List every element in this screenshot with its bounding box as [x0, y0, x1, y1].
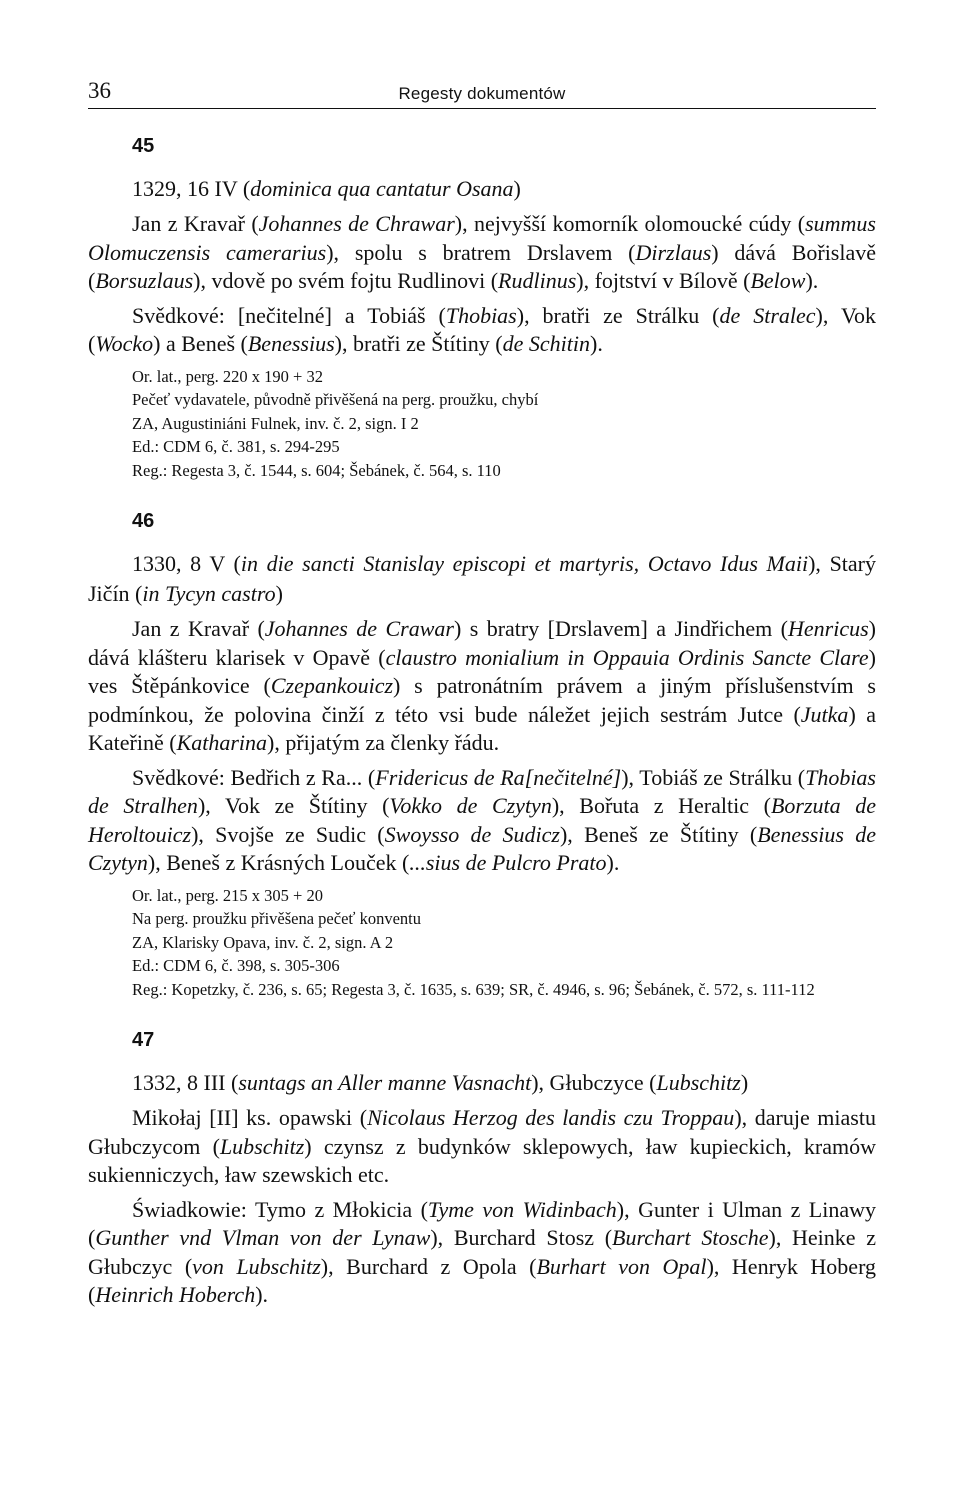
entry-notes [132, 884, 876, 1002]
note-original: Or. lat., perg. 220 x 190 + 32 [132, 366, 323, 386]
page-header [88, 76, 876, 109]
entry-number: 45 [132, 135, 155, 157]
note-original: Or. lat., perg. 215 x 305 + 20 [132, 885, 323, 905]
entry-date: 1332, 8 III (suntags an Aller manne Vasnacht), Głubczyce (Lubschitz) [132, 1070, 749, 1095]
note-edition: Ed.: CDM 6, č. 381, s. 294-295 [132, 437, 340, 456]
entry-date: 1329, 16 IV (dominica qua cantatur Osana) [132, 176, 521, 201]
entry-summary: Mikołaj [II] ks. opawski (Nicolaus Herzog des landis czu Troppau), daruje miastu Głubczycom (Lubschitz) czynsz z budynków sklepowych, ław kupieckich, kramów sukienniczych, ław szewskich etc. [88, 1105, 876, 1187]
entry-46 [88, 510, 876, 1001]
note-seal: Na perg. proužku přivěšena pečeť konventu [132, 909, 421, 928]
running-title: Regesty dokumentów [398, 84, 566, 103]
note-archive: ZA, Augustiniáni Fulnek, inv. č. 2, sign. I 2 [132, 413, 419, 433]
entry-summary: Jan z Kravař (Johannes de Chrawar), nejvyšší komorník olomoucké cúdy (summus Olomuczensis camerarius), spolu s bratrem Drslavem (Dirzlaus) dává Bořislavě (Borsuzlaus), vdově po svém fojtu Rudlinovi (Rudlinus), fojtství v Bílově (Below). [88, 211, 877, 293]
entry-date: 1330, 8 V (in die sancti Stanislay episcopi et martyris, Octavo Idus Maii), Starý Jičín (in Tycyn castro) [88, 551, 877, 606]
entry-notes [132, 365, 876, 483]
entry-witnesses: Svědkové: Bedřich z Ra... (Fridericus de Ra[nečitelné]), Tobiáš ze Strálku (Thobias de Stralhen), Vok ze Štítiny (Vokko de Czytyn), Bořuta z Heraltic (Borzuta de Heroltouicz), Svojše ze Sudic (Swoysso de Sudicz), Beneš ze Štítiny (Benessius de Czytyn), Beneš z Krásných Louček (...sius de Pulcro Prato). [88, 764, 877, 875]
note-archive: ZA, Klarisky Opava, inv. č. 2, sign. A 2 [132, 932, 394, 952]
entry-47 [88, 1029, 876, 1310]
entry-witnesses: Svědkové: [nečitelné] a Tobiáš (Thobias), bratři ze Strálku (de Stralec), Vok (Wocko) a Beneš (Benessius), bratři ze Štítiny (de Schitin). [88, 302, 876, 356]
page-number: 36 [88, 78, 111, 103]
entry-number: 46 [132, 510, 155, 532]
entry-summary: Jan z Kravař (Johannes de Crawar) s bratry [Drslavem] a Jindřichem (Henricus) dává klášteru klarisek v Opavě (claustro monialium in Oppauia Ordinis Sancte Clare) ves Štěpánkovice (Czepankouicz) s patronátním právem a jiným příslušenstvím s podmínkou, že polovina činží z této vsi bude náležet jejich sestrám Jutce (Jutka) a Kateřině (Katharina), přijatým za členky řádu. [88, 616, 877, 755]
note-regesta: Reg.: Kopetzky, č. 236, s. 65; Regesta 3, č. 1635, s. 639; SR, č. 4946, s. 96; Šebánek, č. 572, s. 111-112 [132, 979, 815, 999]
entry-number: 47 [132, 1029, 155, 1051]
note-seal: Pečeť vydavatele, původně přivěšená na perg. proužku, chybí [132, 390, 539, 409]
note-regesta: Reg.: Regesta 3, č. 1544, s. 604; Šebánek, č. 564, s. 110 [132, 460, 501, 480]
entry-witnesses: Świadkowie: Tymo z Młokicia (Tyme von Widinbach), Gunter i Ulman z Linawy (Gunther vnd Vlman von der Lynaw), Burchard Stosz (Burchart Stosche), Heinke z Głubczyc (von Lubschitz), Burchard z Opola (Burhart von Opal), Henryk Hoberg (Heinrich Hoberch). [88, 1196, 877, 1307]
entry-45 [88, 135, 876, 482]
page [88, 76, 876, 1310]
note-edition: Ed.: CDM 6, č. 398, s. 305-306 [132, 956, 340, 975]
